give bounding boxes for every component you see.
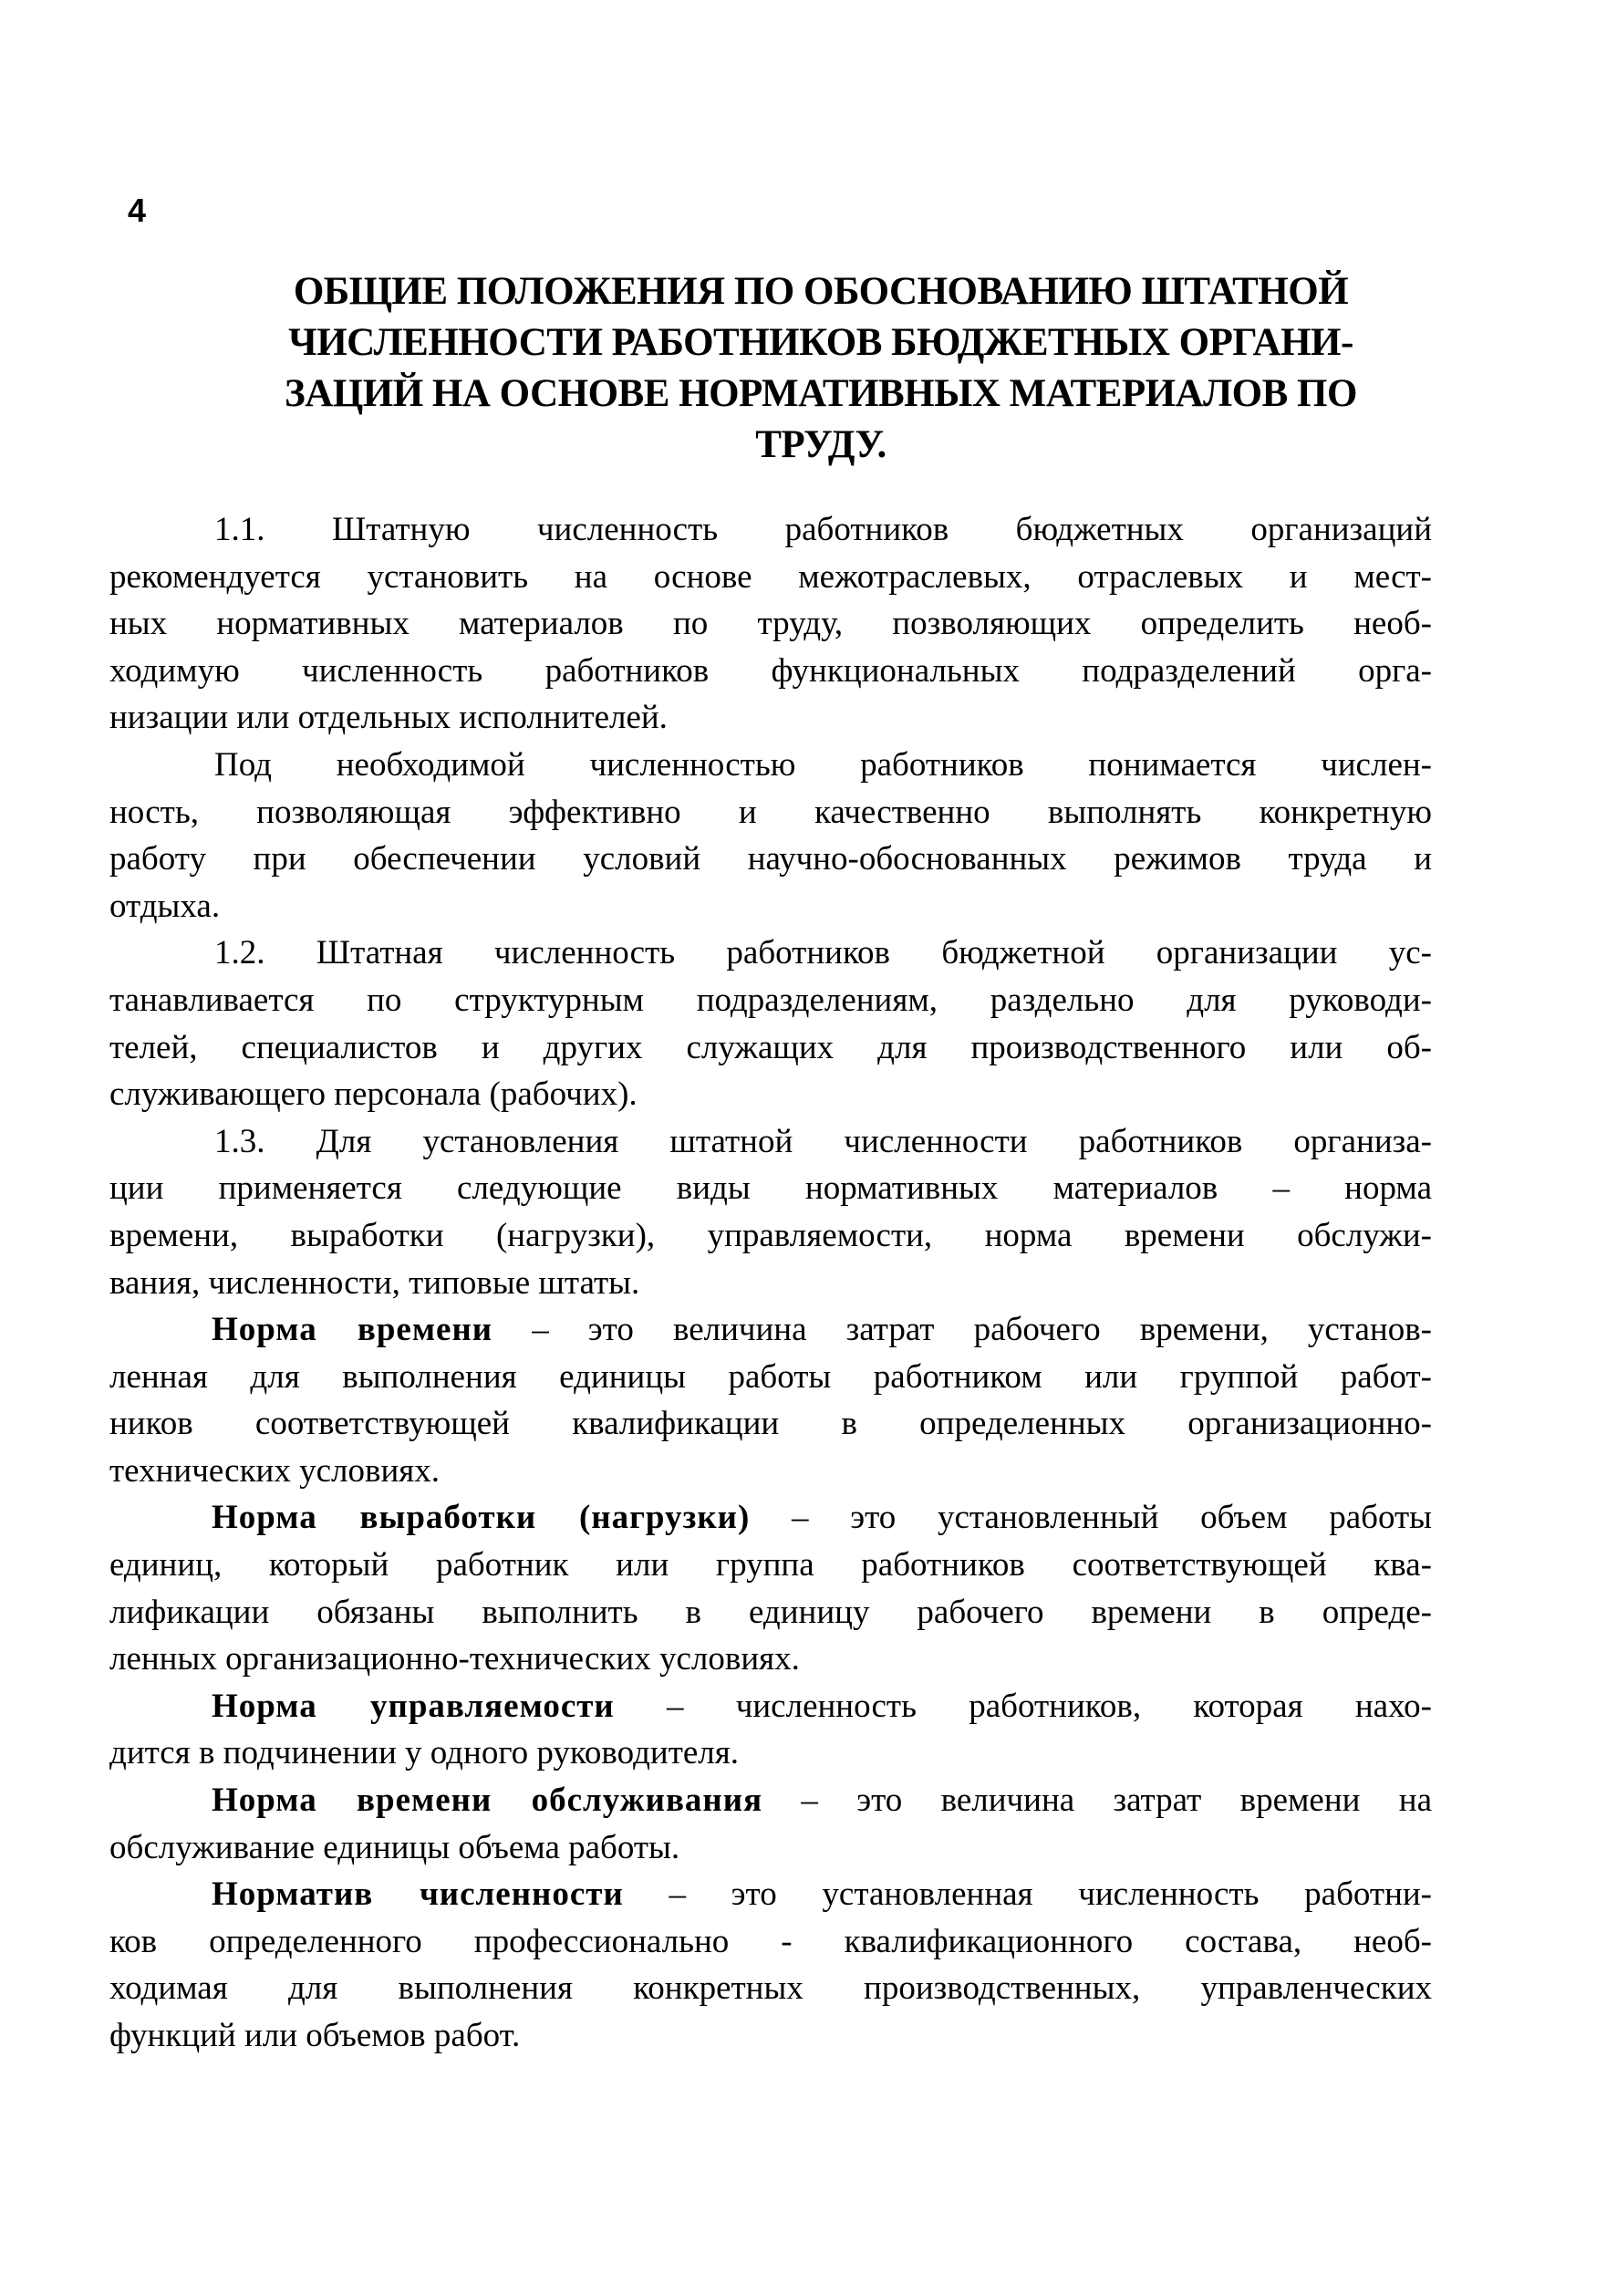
line-text: ных нормативных материалов по труду, позволяющих определить необ- (109, 605, 1432, 643)
term: Норма времени (212, 1311, 493, 1349)
line-text: работу при обеспечении условий научно-обоснованных режимов труда и (109, 840, 1432, 878)
paragraph (109, 1777, 1432, 1871)
line-text: ходимая для выполнения конкретных производственных, управленческих (109, 1969, 1432, 2008)
paragraph (109, 930, 1432, 1117)
line-text: – численность работников, которая нахо- (614, 1687, 1432, 1725)
paragraph (109, 742, 1432, 930)
text-line (109, 1118, 1432, 1166)
line-text: функций или объемов работ. (109, 2017, 521, 2054)
line-text: 1.3. Для установления штатной численности работников организа- (214, 1122, 1432, 1160)
text-line (109, 1448, 1432, 1495)
line-text: ников соответствующей квалификации в определенных организационно- (109, 1405, 1432, 1443)
text-line (109, 789, 1432, 836)
section-title (228, 266, 1414, 471)
paragraph (109, 1871, 1432, 2059)
text-line (109, 1400, 1432, 1448)
text-line (109, 930, 1432, 977)
text-line (109, 742, 1432, 789)
line-text: ленных организационно-технических условиях. (109, 1640, 800, 1678)
line-text: технических условиях. (109, 1451, 441, 1490)
line-text: служивающего персонала (рабочих). (109, 1075, 638, 1114)
text-line (109, 1024, 1432, 1072)
text-line (109, 600, 1432, 648)
line-text: ходимую численность работников функциональных подразделений орга- (109, 651, 1432, 690)
text-line (109, 1589, 1432, 1636)
line-text: ции применяется следующие виды нормативных материалов – норма (109, 1169, 1432, 1208)
line-text: – это установленный объем работы (750, 1499, 1432, 1537)
text-line (109, 1260, 1432, 1307)
text-line (109, 1306, 1432, 1354)
term: Норма выработки (нагрузки) (212, 1499, 751, 1537)
text-line (109, 506, 1432, 554)
line-text: дится в подчинении у одного руководителя. (109, 1734, 740, 1772)
title-line: ТРУДУ. (755, 423, 886, 466)
text-line (109, 1730, 1432, 1777)
text-line (109, 1494, 1432, 1542)
term: Норматив численности (212, 1875, 624, 1914)
text-line (109, 554, 1432, 601)
line-text: 1.2. Штатная численность работников бюджетной организации ус- (214, 934, 1432, 972)
text-line (109, 1542, 1432, 1589)
line-text: лификации обязаны выполнить в единицу рабочего времени в опреде- (109, 1593, 1432, 1631)
text-line (109, 1965, 1432, 2012)
line-text: ность, позволяющая эффективно и качественно выполнять конкретную (109, 793, 1432, 831)
line-text: – это величина затрат времени на (762, 1782, 1432, 1820)
line-text: низации или отдельных исполнителей. (109, 699, 668, 737)
paragraph (109, 1306, 1432, 1494)
line-text: телей, специалистов и других служащих для производственного или об- (109, 1028, 1432, 1066)
term: Норма времени обслуживания (212, 1782, 763, 1820)
line-text: ленная для выполнения единицы работы работником или группой работ- (109, 1357, 1432, 1396)
line-text: танавливается по структурным подразделениям, раздельно для руководи- (109, 981, 1432, 1019)
title-line: ЗАЦИЙ НА ОСНОВЕ НОРМАТИВНЫХ МАТЕРИАЛОВ ПО (285, 372, 1357, 415)
title-line: ЧИСЛЕННОСТИ РАБОТНИКОВ БЮДЖЕТНЫХ ОРГАНИ- (288, 321, 1353, 364)
text-line (109, 2012, 1432, 2060)
page-number: 4 (128, 192, 147, 229)
text-line (109, 1165, 1432, 1212)
text-line (109, 1777, 1432, 1824)
text-line (109, 1636, 1432, 1683)
text-line (109, 1871, 1432, 1918)
line-text: времени, выработки (нагрузки), управляемости, норма времени обслужи- (109, 1216, 1432, 1254)
paragraph (109, 1118, 1432, 1306)
line-text: единиц, который работник или группа работников соответствующей ква- (109, 1546, 1432, 1584)
line-text: – это установленная численность работни- (623, 1875, 1432, 1914)
line-text: – это величина затрат рабочего времени, установ- (492, 1311, 1432, 1349)
line-text: ков определенного профессионально - квалификационного состава, необ- (109, 1922, 1432, 1960)
line-text: обслуживание единицы объема работы. (109, 1828, 680, 1866)
text-line (109, 1071, 1432, 1118)
term: Норма управляемости (212, 1687, 615, 1725)
text-line (109, 648, 1432, 695)
line-text: 1.1. Штатную численность работников бюджетных организаций (214, 511, 1432, 548)
paragraph (109, 506, 1432, 742)
text-line (109, 1354, 1432, 1401)
line-text: рекомендуется установить на основе межотраслевых, отраслевых и мест- (109, 557, 1432, 596)
line-text: вания, численности, типовые штаты. (109, 1263, 640, 1302)
line-text: отдыха. (109, 887, 221, 925)
text-line (109, 836, 1432, 883)
title-line: ОБЩИЕ ПОЛОЖЕНИЯ ПО ОБОСНОВАНИЮ ШТАТНОЙ (293, 270, 1349, 313)
text-line (109, 883, 1432, 930)
paragraph (109, 1494, 1432, 1682)
paragraph (109, 1683, 1432, 1777)
text-line (109, 694, 1432, 742)
text-line (109, 1683, 1432, 1730)
text-line (109, 1918, 1432, 1966)
text-line (109, 1824, 1432, 1872)
text-line (109, 977, 1432, 1024)
document-body (109, 506, 1432, 2060)
line-text: Под необходимой численностью работников понимается числен- (214, 745, 1432, 784)
text-line (109, 1212, 1432, 1260)
